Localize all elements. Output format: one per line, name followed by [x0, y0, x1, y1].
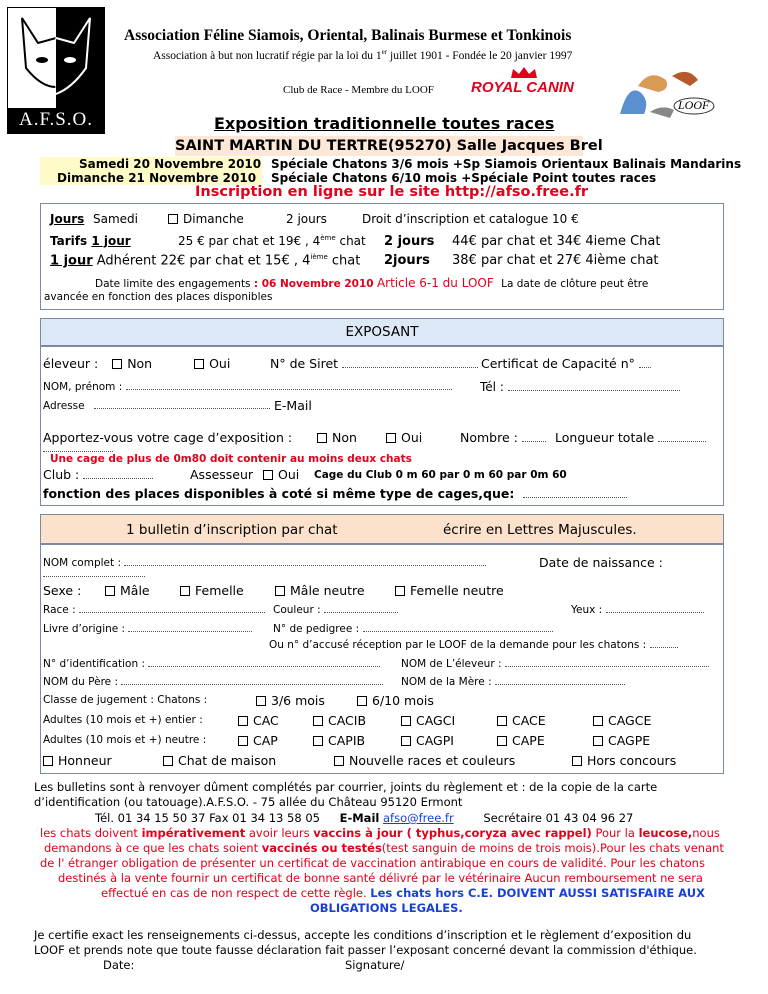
vaccination-line3: de l' étranger obligation de présenter un certificat de vaccination antirabique en cours de validité. Pour les chatons [40, 856, 705, 870]
longueur-field[interactable]: Longueur totale [555, 430, 706, 445]
day2-special: Spéciale Chatons 6/10 mois +Spéciale Point toutes races [271, 171, 657, 185]
classe-chat-maison[interactable]: Chat de maison [163, 753, 276, 768]
fonction-places[interactable]: fonction des places disponibles à coté si même type de cages,que: [43, 486, 627, 501]
nom-eleveur-field[interactable]: NOM de L’éleveur : [401, 657, 709, 670]
classe-6-10-mois[interactable]: 6/10 mois [357, 693, 434, 708]
classe-3-6-mois[interactable]: 3/6 mois [256, 693, 325, 708]
dimanche-checkbox[interactable]: Dimanche [168, 212, 244, 226]
yeux-field[interactable]: Yeux : [571, 603, 704, 616]
association-name: Association Féline Siamois, Oriental, Balinais Burmese et Tonkinois [124, 27, 572, 44]
assesseur-checkbox[interactable]: Assesseur Oui [190, 467, 300, 482]
cage-oui[interactable]: Oui [386, 430, 422, 445]
afso-logo [7, 7, 105, 134]
tarif-adherent-2jours-label: 2jours [384, 253, 430, 268]
loof-text: LOOF [678, 98, 710, 112]
sexe-male[interactable]: Mâle [105, 583, 150, 598]
day1: Samedi 20 Novembre 2010 [79, 157, 262, 171]
date-naissance-field[interactable]: Date de naissance : [539, 555, 663, 570]
cage-club: Cage du Club 0 m 60 par 0 m 60 par 0m 60 [314, 469, 567, 481]
classe-capib[interactable]: CAPIB [313, 733, 365, 748]
signature-label[interactable]: Signature/ [345, 958, 405, 972]
nom-mere-field[interactable]: NOM de la Mère : [401, 675, 625, 688]
tarif-adherent: 1 jour Adhérent 22€ par chat et 15€ , 4ième chat [50, 253, 361, 269]
tel-field[interactable]: Tél : [480, 380, 680, 394]
classe-hors-concours[interactable]: Hors concours [572, 753, 676, 768]
chat-header: 1 bulletin d’inscription par chat écrire en Lettres Majuscules. [40, 514, 724, 544]
footer-contact: Tél. 01 34 15 50 37 Fax 01 34 13 58 05 E-Mail afso@free.fr Secrétaire 01 43 04 96 27 [95, 811, 634, 825]
tarif-2jours-price: 44€ par chat et 34€ 4ieme Chat [452, 234, 661, 249]
certify-line1: Je certifie exact les renseignements ci-dessus, accepte les conditions d’inscription et le règlement d’exposition du [34, 928, 692, 942]
pedigree-field[interactable]: N° de pedigree : [273, 622, 553, 635]
classe-cace[interactable]: CACE [497, 713, 546, 728]
eleveur-non[interactable]: Non [112, 356, 152, 371]
nom-prenom-field[interactable]: NOM, prénom : [43, 380, 452, 393]
droit-inscription: Droit d’inscription et catalogue 10 € [362, 212, 579, 226]
vaccination-line5: effectué en cas de non respect de cette règle. Les chats hors C.E. DOIVENT AUSSI SATISFAIRE AUX [101, 886, 705, 900]
nom-pere-field[interactable]: NOM du Père : [43, 675, 383, 688]
deux-jours-label: 2 jours [286, 212, 327, 226]
sexe-femelle-neutre[interactable]: Femelle neutre [395, 583, 504, 598]
date-label[interactable]: Date: [103, 958, 135, 972]
page-title: Exposition traditionnelle toutes races [214, 114, 555, 133]
classe-cape[interactable]: CAPE [497, 733, 545, 748]
certificat-field[interactable]: Certificat de Capacité n° [481, 356, 651, 371]
classe-cagci[interactable]: CAGCI [401, 713, 455, 728]
cats-icon [610, 64, 720, 129]
jours-row: Jours [50, 212, 85, 226]
deadline-line2: avancée en fonction des places disponibles [44, 291, 273, 303]
location-banner: SAINT MARTIN DU TERTRE(95270) Salle Jacques Brel [175, 138, 603, 154]
cage-warning: Une cage de plus de 0m80 doit contenir au moins deux chats [50, 453, 412, 465]
email-field[interactable]: E-Mail [274, 398, 312, 413]
vaccination-line2: demandons à ce que les chats soient vaccinés ou testés(test sanguin de moins de trois mois).Pour les chats venant [44, 841, 724, 855]
classe-cap[interactable]: CAP [238, 733, 278, 748]
deadline-line: Date limite des engagements : 06 Novembre 2010 Article 6-1 du LOOF La date de clôture peut être [95, 276, 649, 290]
couleur-field[interactable]: Couleur : [273, 603, 398, 616]
tarif-1jour: 25 € par chat et 19€ , 4ème chat [178, 234, 366, 248]
royal-canin-logo [471, 66, 577, 102]
race-field[interactable]: Race : [43, 603, 265, 616]
nombre-field[interactable]: Nombre : [460, 430, 546, 445]
classe-cacib[interactable]: CACIB [313, 713, 366, 728]
footer-para1-line1: Les bulletins sont à renvoyer dûment complétés par courrier, joints du règlement et : de la copie de la carte [34, 780, 658, 794]
adultes-neutre-label: Adultes (10 mois et +) neutre : [43, 734, 207, 746]
adultes-entier-label: Adultes (10 mois et +) entier : [43, 714, 203, 726]
cage-question: Apportez-vous votre cage d’exposition : [43, 430, 293, 445]
nom-complet-field[interactable]: NOM complet : [43, 556, 486, 569]
tarif-adherent-2jours-price: 38€ par chat et 27€ 4ième chat [452, 253, 659, 268]
vaccination-line1: les chats doivent impérativement avoir leurs vaccins à jour ( typhus,coryza avec rappel) Pour la leucose,nous [40, 826, 720, 840]
tarif-2jours-label: 2 jours [384, 234, 435, 249]
cat-head-icon [8, 8, 104, 108]
classe-cagpi[interactable]: CAGPI [401, 733, 454, 748]
loof-logo [610, 64, 720, 129]
adresse-field[interactable]: Adresse [43, 399, 270, 412]
certify-line2: LOOF et prends note que toute fausse déclaration fait passer l’exposant concerné devant la commission d'éthique. [34, 943, 697, 957]
email-link[interactable]: afso@free.fr [382, 811, 454, 825]
accuse-field[interactable]: Ou n° d’accusé réception par le LOOF de la demande pour les chatons : [269, 638, 678, 651]
identification-field[interactable]: N° d’identification : [43, 657, 380, 670]
tarifs-label: Tarifs 1 jour [50, 234, 131, 248]
classe-cac[interactable]: CAC [238, 713, 279, 728]
sexe-row: Sexe : [43, 583, 82, 598]
association-subtitle: Association à but non lucratif régie par la loi du 1er juillet 1901 - Fondée le 20 janvier 1997 [153, 48, 573, 62]
vaccination-line6: OBLIGATIONS LEGALES. [310, 901, 463, 915]
cage-non[interactable]: Non [317, 430, 357, 445]
club-field[interactable]: Club : [43, 467, 153, 482]
footer-para1-line2: d’identification (ou tatouage).A.F.S.O. - 75 allée du Château 95120 Ermont [34, 795, 463, 809]
club-line: Club de Race - Membre du LOOF [283, 84, 434, 96]
sexe-male-neutre[interactable]: Mâle neutre [275, 583, 365, 598]
day1-special: Spéciale Chatons 3/6 mois +Sp Siamois Orientaux Balinais Mandarins [271, 157, 742, 171]
royal-canin-text: ROYAL CANIN [471, 79, 574, 96]
eleveur-oui[interactable]: Oui [194, 356, 230, 371]
classe-jugement: Classe de jugement : Chatons : [43, 694, 208, 706]
crown-icon [509, 66, 539, 80]
nom-complet-dots [43, 566, 145, 580]
vaccination-line4: destinés à la vente fournir un certificat de bonne santé délivré par le vétérinaire Aucun remboursement ne sera [58, 871, 703, 885]
classe-honneur[interactable]: Honneur [43, 753, 112, 768]
livre-origine-field[interactable]: Livre d’origine : [43, 622, 252, 635]
exposant-header: EXPOSANT [40, 318, 724, 346]
classe-cagpe[interactable]: CAGPE [593, 733, 650, 748]
sexe-femelle[interactable]: Femelle [180, 583, 244, 598]
classe-cagce[interactable]: CAGCE [593, 713, 651, 728]
day2: Dimanche 21 Novembre 2010 [57, 171, 257, 185]
samedi-label: Samedi [93, 212, 138, 226]
eleveur-row: éleveur : Non Oui [43, 356, 231, 371]
classe-nouvelle[interactable]: Nouvelle races et couleurs [334, 753, 515, 768]
logo-text: A.F.S.O. [18, 109, 94, 130]
siret-field[interactable]: N° de Siret [270, 356, 478, 371]
online-registration-link[interactable]: Inscription en ligne sur le site http://afso.free.fr [195, 184, 589, 200]
